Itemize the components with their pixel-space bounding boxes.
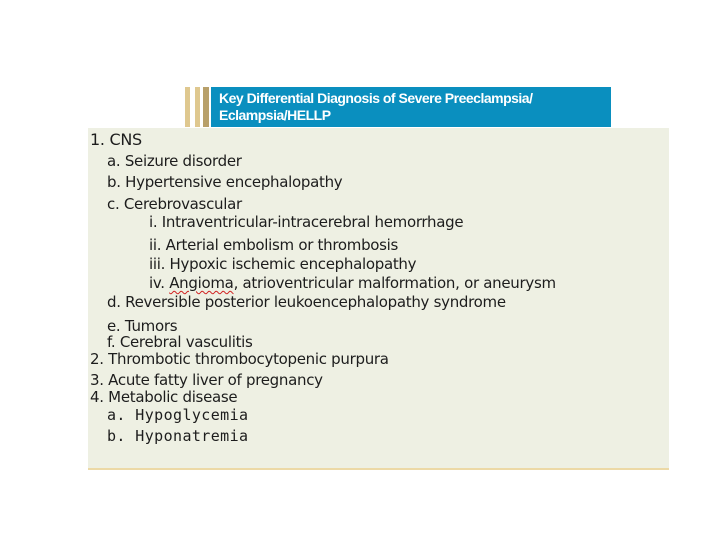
list-item-ttp: 2. Thrombotic thrombocytopenic purpura bbox=[90, 350, 389, 368]
list-item-hypoglycemia: a. Hypoglycemia bbox=[107, 406, 249, 424]
slide-title-line-2: Eclampsia/HELLP bbox=[219, 107, 331, 123]
list-item-tumors: e. Tumors bbox=[107, 317, 178, 335]
list-item-afl: 3. Acute fatty liver of pregnancy bbox=[90, 371, 323, 389]
list-item-hypertensive: b. Hypertensive encephalopathy bbox=[107, 173, 343, 191]
list-item-angioma-rest: , atrioventricular malformation, or aneurysm bbox=[233, 274, 556, 292]
list-item-vasculitis: f. Cerebral vasculitis bbox=[107, 333, 253, 351]
list-item-angioma bbox=[149, 274, 556, 292]
list-item-cns: 1. CNS bbox=[90, 130, 142, 149]
list-item-angioma-number: iv. bbox=[149, 274, 170, 292]
decorative-stripe bbox=[185, 87, 190, 127]
slide-content-panel bbox=[88, 128, 669, 470]
decorative-stripe bbox=[203, 87, 209, 127]
slide-title-line-1: Key Differential Diagnosis of Severe Preeclampsia/ bbox=[219, 90, 533, 106]
list-item-metabolic: 4. Metabolic disease bbox=[90, 388, 238, 406]
slide-title-bar bbox=[185, 87, 611, 127]
list-item-cerebrovascular: c. Cerebrovascular bbox=[107, 195, 242, 213]
list-item-hypoxic: iii. Hypoxic ischemic encephalopathy bbox=[149, 255, 417, 273]
list-item-ivh: i. Intraventricular-intracerebral hemorrhage bbox=[149, 213, 464, 231]
list-item-seizure: a. Seizure disorder bbox=[107, 152, 242, 170]
list-item-pres: d. Reversible posterior leukoencephalopathy syndrome bbox=[107, 293, 506, 311]
decorative-stripe bbox=[195, 87, 200, 127]
slide-title bbox=[211, 87, 611, 127]
list-item-embolism: ii. Arterial embolism or thrombosis bbox=[149, 236, 399, 254]
list-item-hyponatremia: b. Hyponatremia bbox=[107, 427, 249, 445]
spellcheck-flagged-word: Angioma bbox=[169, 274, 234, 292]
